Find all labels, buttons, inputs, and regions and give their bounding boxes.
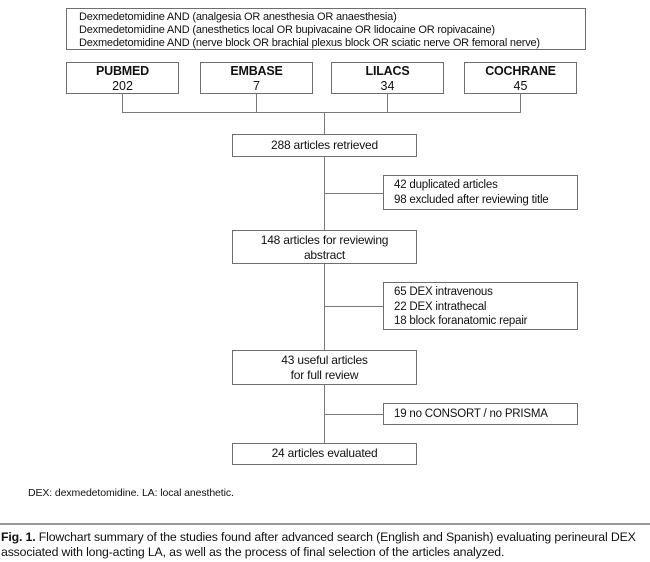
flow-box-text-line-2: for full review: [290, 368, 359, 382]
flow-box-abstract-review: [232, 230, 417, 264]
exclusion-line-2: 22 DEX intrathecal: [394, 300, 487, 313]
main-axis-segment-1: [324, 112, 325, 134]
database-box-pubmed: [66, 62, 179, 94]
figure-caption: [1, 530, 650, 560]
flow-box-text-line-1: 43 useful articles: [281, 353, 368, 367]
branch-line-full-screen: [324, 414, 383, 415]
flow-box-text-line-2: abstract: [303, 248, 346, 262]
flow-box-text: 288 articles retrieved: [271, 138, 378, 152]
database-count: 45: [513, 79, 528, 93]
database-name: COCHRANE: [485, 64, 556, 78]
main-axis-segment-3: [324, 264, 325, 350]
search-terms-box: [66, 8, 586, 50]
connector-stub-pubmed: [122, 94, 123, 112]
exclusion-box-abstract-screen: [383, 282, 578, 330]
exclusion-line-1: 42 duplicated articles: [394, 179, 498, 191]
connector-bus-line: [122, 112, 521, 113]
figure-caption-text: Flowchart summary of the studies found after advanced search (English and Spanish) evaluating perineural DEX associated with long-acting LA, as well as the process of final selection of the articles analyzed.: [1, 530, 636, 559]
database-name: LILACS: [365, 64, 410, 78]
caption-separator-rule: [0, 523, 650, 525]
flow-box-full-review: [232, 350, 417, 385]
database-name: EMBASE: [230, 64, 283, 78]
exclusion-line-2: 98 excluded after reviewing title: [394, 193, 549, 206]
database-count: 202: [112, 79, 133, 93]
abbreviation-footnote: DEX: dexmedetomidine. LA: local anesthetic.: [28, 487, 234, 499]
branch-line-title-screen: [324, 193, 383, 194]
flow-box-retrieved: [232, 134, 417, 157]
exclusion-box-full-screen: [383, 403, 578, 425]
database-box-embase: [200, 62, 313, 94]
flow-box-evaluated: [232, 443, 417, 465]
connector-stub-lilacs: [387, 94, 388, 112]
exclusion-line-1: 65 DEX intravenous: [394, 286, 493, 298]
database-name: PUBMED: [96, 64, 149, 78]
database-count: 7: [253, 79, 260, 93]
database-box-cochrane: [464, 62, 577, 94]
database-box-lilacs: [331, 62, 444, 94]
connector-stub-embase: [256, 94, 257, 112]
exclusion-line-3: 18 block foranatomic repair: [394, 315, 528, 327]
flow-box-text: 24 articles evaluated: [271, 446, 378, 460]
search-term-line-3: Dexmedetomidine AND (nerve block OR brachial plexus block OR sciatic nerve OR femoral nerve): [79, 37, 540, 49]
figure-caption-label: Fig. 1.: [1, 530, 36, 544]
database-count: 34: [380, 79, 395, 93]
exclusion-box-title-screen: [383, 175, 578, 210]
search-term-line-1: Dexmedetomidine AND (analgesia OR anesthesia OR anaesthesia): [79, 11, 397, 23]
flow-box-text-line-1: 148 articles for reviewing: [260, 233, 389, 247]
search-term-line-2: Dexmedetomidine AND (anesthetics local OR bupivacaine OR lidocaine OR ropivacaine): [79, 24, 495, 36]
branch-line-abstract-screen: [324, 306, 383, 307]
exclusion-line-1: 19 no CONSORT / no PRISMA: [394, 408, 548, 420]
connector-stub-cochrane: [520, 94, 521, 112]
